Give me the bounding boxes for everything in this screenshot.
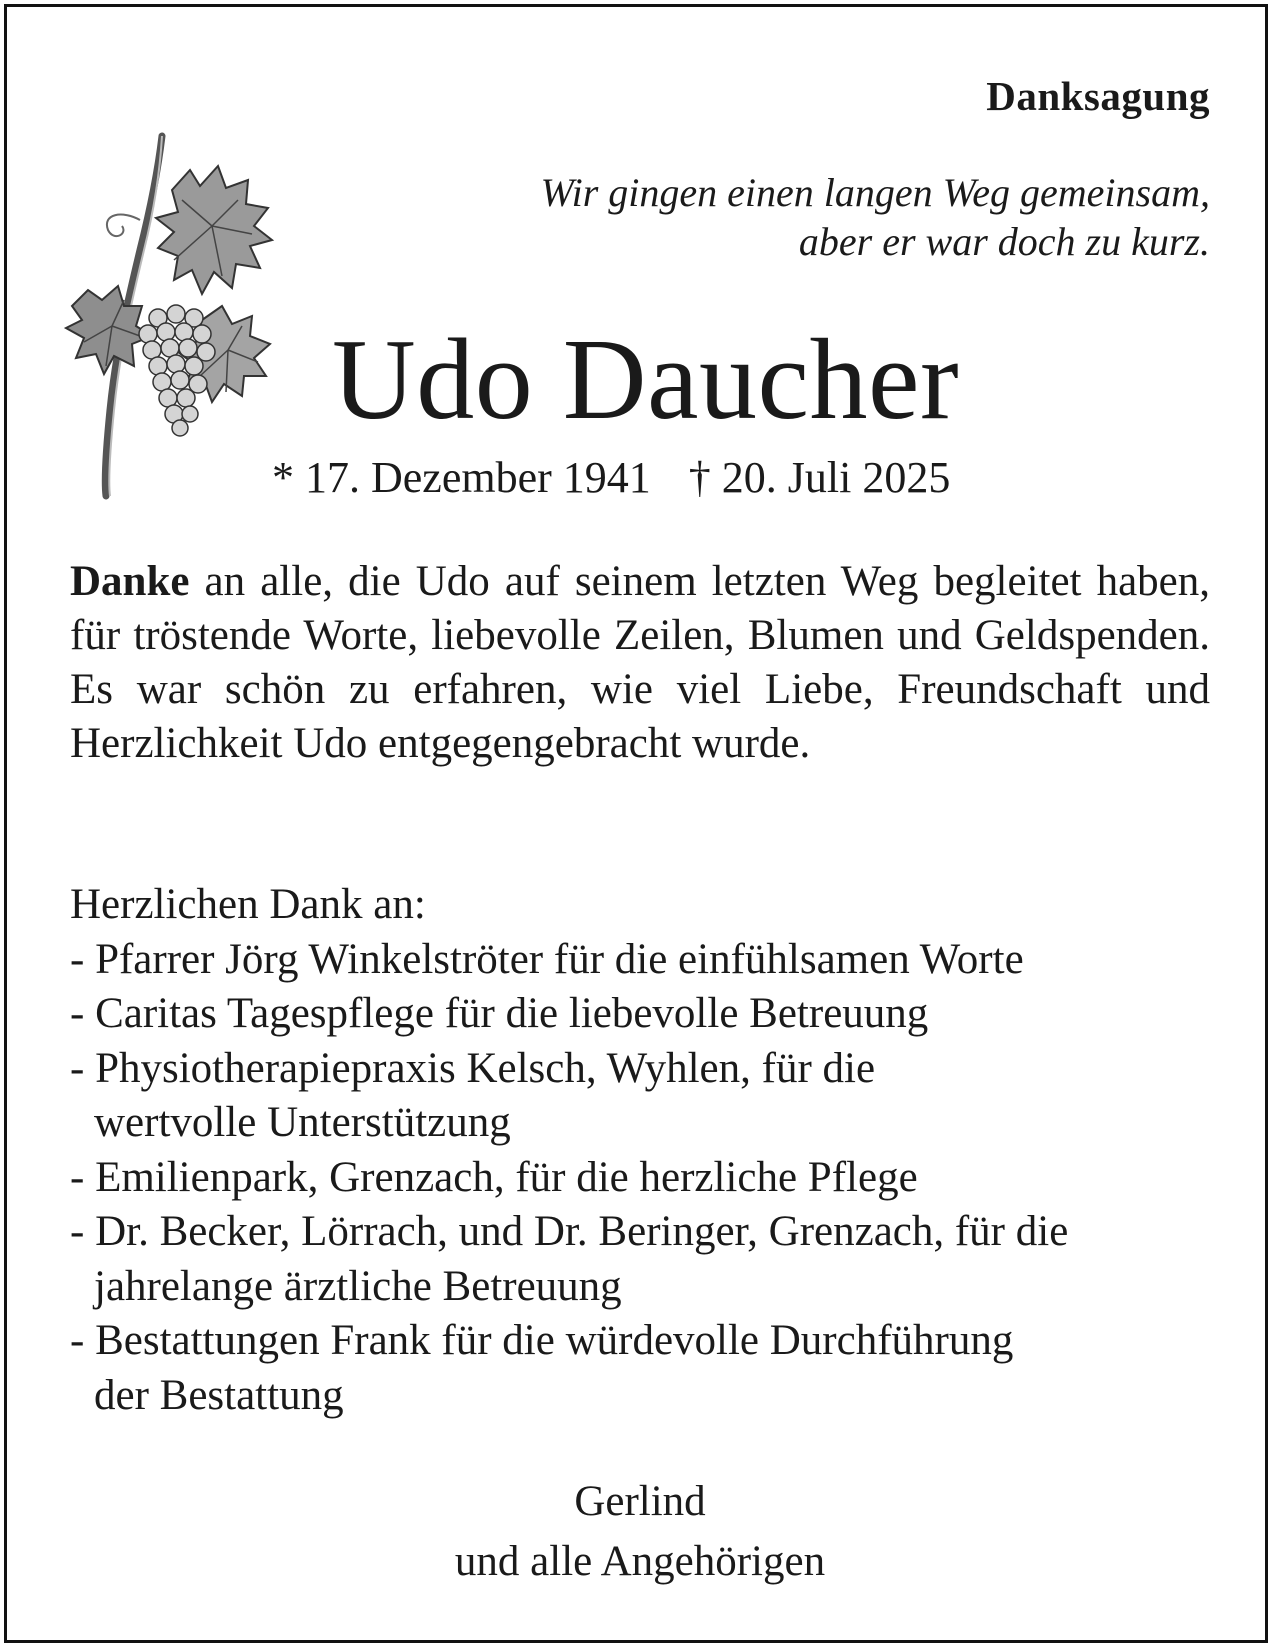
grapevine-icon [62, 130, 292, 500]
thank-you-message [70, 555, 1210, 771]
signature-family: und alle Angehörigen [454, 1538, 826, 1585]
thanks-item-continuation: wertvolle Unterstützung [94, 1099, 511, 1146]
thanks-item: - Emilienpark, Grenzach, für die herzliche Pflege [70, 1153, 918, 1201]
thanks-item: - Bestattungen Frank für die würdevolle Durchführung [70, 1317, 1014, 1364]
motto-line-1: Wir gingen einen langen Weg gemeinsam, [540, 170, 1210, 215]
thanks-item: - Physiotherapiepraxis Kelsch, Wyhlen, für die [70, 1044, 876, 1092]
motto-line-2: aber er war doch zu kurz. [798, 219, 1210, 264]
notice-heading: Danksagung [986, 73, 1210, 119]
thanks-item-continuation: jahrelange ärztliche Betreuung [94, 1262, 622, 1310]
thanks-list [70, 878, 1230, 1423]
thanks-item-continuation: der Bestattung [94, 1371, 344, 1419]
life-dates [272, 452, 950, 503]
message-bold-word: Danke [70, 558, 190, 605]
message-text: an alle, die Udo auf seinem letzten Weg begleitet haben, für tröstende Worte, liebevolle Zeilen, Blumen und Geldspenden. Es war schön zu erfahren, wie viel Liebe, Freundschaft und Herzlichkeit Udo entgegengebracht wurde. [70, 558, 1210, 767]
thanks-item: - Pfarrer Jörg Winkelströter für die einfühlsamen Worte [70, 935, 1024, 983]
death-date: † 20. Juli 2025 [688, 453, 951, 502]
thanks-item: - Caritas Tagespflege für die liebevolle Betreuung [70, 990, 929, 1037]
signature-name: Gerlind [574, 1478, 706, 1525]
thanks-heading: Herzlichen Dank an: [70, 881, 426, 928]
thanks-item: - Dr. Becker, Lörrach, und Dr. Beringer, Grenzach, für die [70, 1208, 1069, 1255]
birth-date: * 17. Dezember 1941 [272, 453, 651, 502]
deceased-name: Udo Daucher [332, 316, 960, 444]
signature [0, 1472, 1280, 1592]
motto-quote [540, 168, 1210, 266]
